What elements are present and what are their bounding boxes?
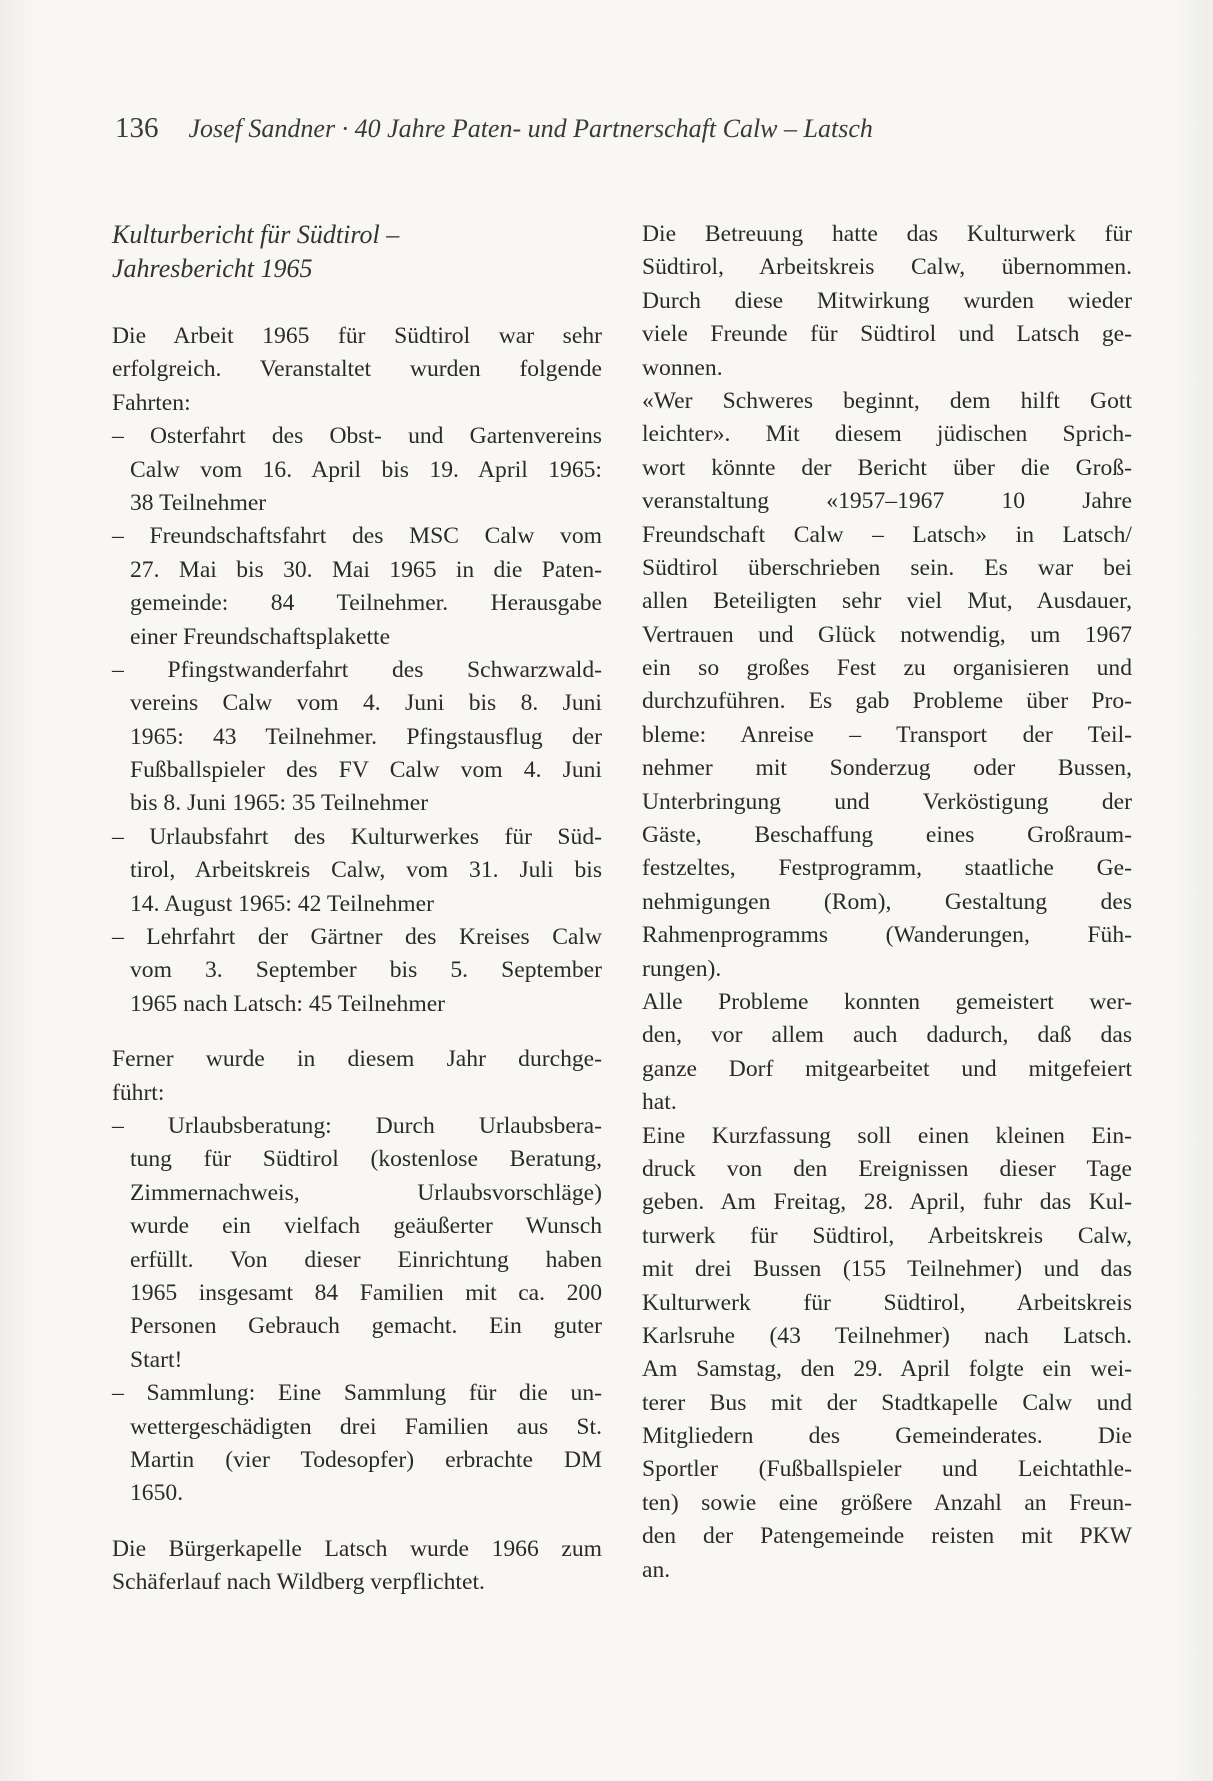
text-line: «Wer Schweres beginnt, dem hilft Gott: [642, 387, 1132, 414]
text-line: Schäferlauf nach Wildberg verpflichtet.: [112, 1569, 485, 1596]
text-line: wort könnte der Bericht über die Groß-: [642, 454, 1132, 481]
text-line: turwerk für Südtirol, Arbeitskreis Calw,: [642, 1222, 1132, 1249]
text-line: wonnen.: [642, 354, 723, 381]
text-line: tung für Südtirol (kostenlose Beratung,: [130, 1146, 602, 1173]
text-line: bis 8. Juni 1965: 35 Teilnehmer: [130, 790, 429, 817]
text-line: 1965 insgesamt 84 Familien mit ca. 200: [130, 1279, 602, 1306]
text-line: wettergeschädigten drei Familien aus St.: [130, 1413, 602, 1440]
running-header: [115, 112, 1055, 156]
text-line: Kulturwerk für Südtirol, Arbeitskreis: [642, 1289, 1132, 1316]
text-line: Durch diese Mitwirkung wurden wieder: [642, 287, 1132, 314]
text-line: – Pfingstwanderfahrt des Schwarzwald-: [112, 656, 602, 683]
text-line: Gäste, Beschaffung eines Großraum-: [642, 822, 1132, 849]
text-line: – Urlaubsfahrt des Kulturwerkes für Süd-: [112, 823, 602, 850]
text-line: Start!: [130, 1346, 183, 1373]
section-heading: [112, 218, 602, 286]
text-line: Die Bürgerkapelle Latsch wurde 1966 zum: [112, 1535, 602, 1562]
text-line: an.: [642, 1556, 671, 1583]
text-line: einer Freundschaftsplakette: [130, 623, 391, 650]
text-line: 1965 nach Latsch: 45 Teilnehmer: [130, 990, 446, 1017]
text-line: ein so großes Fest zu organisieren und: [642, 655, 1132, 682]
text-line: Mitgliedern des Gemeinderates. Die: [642, 1423, 1132, 1450]
text-line: Fahrten:: [112, 389, 191, 416]
text-line: mit drei Bussen (155 Teilnehmer) und das: [642, 1256, 1132, 1283]
text-line: – Sammlung: Eine Sammlung für die un-: [112, 1380, 602, 1407]
text-line: ganze Dorf mitgearbeitet und mitgefeiert: [642, 1055, 1132, 1082]
text-line: Südtirol überschrieben sein. Es war bei: [642, 554, 1132, 581]
text-line: Martin (vier Todesopfer) erbrachte DM: [130, 1446, 602, 1473]
text-line: Sportler (Fußballspieler und Leichtathle-: [642, 1456, 1132, 1483]
text-line: 14. August 1965: 42 Teilnehmer: [130, 890, 434, 917]
left-column: [112, 218, 602, 1599]
text-line: führt:: [112, 1079, 165, 1106]
text-line: vom 3. September bis 5. September: [130, 957, 602, 984]
text-line: Freundschaft Calw – Latsch» in Latsch/: [642, 521, 1132, 548]
right-column: [642, 218, 1132, 1587]
text-line: erfüllt. Von dieser Einrichtung haben: [130, 1246, 602, 1273]
running-title: Josef Sandner · 40 Jahre Paten- und Partnerschaft Calw – Latsch: [188, 114, 873, 143]
heading-line: Kulturbericht für Südtirol –: [112, 220, 400, 249]
paragraph-betreuung: [642, 218, 1132, 1587]
heading-line: Jahresbericht 1965: [112, 254, 313, 283]
text-line: nehmer mit Sonderzug oder Bussen,: [642, 755, 1132, 782]
text-line: Zimmernachweis, Urlaubsvorschläge): [130, 1179, 602, 1206]
text-line: – Osterfahrt des Obst- und Gartenvereins: [112, 423, 602, 450]
text-line: bleme: Anreise – Transport der Teil-: [642, 721, 1132, 748]
text-line: erfolgreich. Veranstaltet wurden folgende: [112, 356, 602, 383]
text-line: festzeltes, Festprogramm, staatliche Ge-: [642, 855, 1132, 882]
page-number: 136: [115, 112, 159, 144]
text-line: Alle Probleme konnten gemeistert wer-: [642, 988, 1132, 1015]
text-line: rungen).: [642, 955, 722, 982]
text-line: viele Freunde für Südtirol und Latsch ge-: [642, 321, 1132, 348]
text-line: Die Arbeit 1965 für Südtirol war sehr: [112, 323, 602, 349]
text-line: – Freundschaftsfahrt des MSC Calw vom: [112, 523, 602, 550]
text-line: Personen Gebrauch gemacht. Ein guter: [130, 1313, 602, 1340]
text-line: – Lehrfahrt der Gärtner des Kreises Calw: [112, 924, 602, 951]
text-line: den der Patengemeinde reisten mit PKW: [642, 1523, 1132, 1550]
text-line: druck von den Ereignissen dieser Tage: [642, 1155, 1132, 1182]
text-line: allen Beteiligten sehr viel Mut, Ausdauer,: [642, 588, 1132, 615]
text-line: Die Betreuung hatte das Kulturwerk für: [642, 221, 1132, 247]
text-line: tirol, Arbeitskreis Calw, vom 31. Juli bis: [130, 857, 602, 884]
paragraph-fahrten: [112, 320, 602, 1021]
text-line: 1965: 43 Teilnehmer. Pfingstausflug der: [130, 723, 602, 750]
text-line: veranstaltung «1957–1967 10 Jahre: [642, 488, 1132, 515]
text-line: Calw vom 16. April bis 19. April 1965:: [130, 456, 602, 483]
text-line: hat.: [642, 1089, 677, 1116]
text-line: wurde ein vielfach geäußerter Wunsch: [130, 1213, 602, 1240]
text-line: Fußballspieler des FV Calw vom 4. Juni: [130, 757, 602, 784]
text-line: Unterbringung und Verköstigung der: [642, 788, 1132, 815]
text-line: Rahmenprogramms (Wanderungen, Füh-: [642, 922, 1132, 949]
text-line: Am Samstag, den 29. April folgte ein wei-: [642, 1356, 1132, 1383]
text-line: geben. Am Freitag, 28. April, fuhr das Kul-: [642, 1189, 1132, 1216]
paragraph-buergerkapelle: [112, 1533, 602, 1600]
text-line: nehmigungen (Rom), Gestaltung des: [642, 888, 1132, 915]
paragraph-ferner: [112, 1043, 602, 1510]
text-line: ten) sowie eine größere Anzahl an Freun-: [642, 1489, 1132, 1516]
text-line: Ferner wurde in diesem Jahr durchge-: [112, 1046, 602, 1073]
text-line: 38 Teilnehmer: [130, 489, 267, 516]
text-line: vereins Calw vom 4. Juni bis 8. Juni: [130, 690, 602, 717]
text-line: Karlsruhe (43 Teilnehmer) nach Latsch.: [642, 1322, 1132, 1349]
text-line: 27. Mai bis 30. Mai 1965 in die Paten-: [130, 556, 602, 583]
text-line: Vertrauen und Glück notwendig, um 1967: [642, 621, 1132, 648]
text-line: terer Bus mit der Stadtkapelle Calw und: [642, 1389, 1132, 1416]
text-line: – Urlaubsberatung: Durch Urlaubsbera-: [112, 1112, 602, 1139]
text-line: gemeinde: 84 Teilnehmer. Herausgabe: [130, 590, 602, 617]
text-line: leichter». Mit diesem jüdischen Sprich-: [642, 421, 1132, 448]
text-line: Eine Kurzfassung soll einen kleinen Ein-: [642, 1122, 1132, 1149]
text-line: durchzuführen. Es gab Probleme über Pro-: [642, 688, 1132, 715]
text-line: den, vor allem auch dadurch, daß das: [642, 1022, 1132, 1049]
text-line: Südtirol, Arbeitskreis Calw, übernommen.: [642, 254, 1132, 281]
text-line: 1650.: [130, 1480, 184, 1507]
